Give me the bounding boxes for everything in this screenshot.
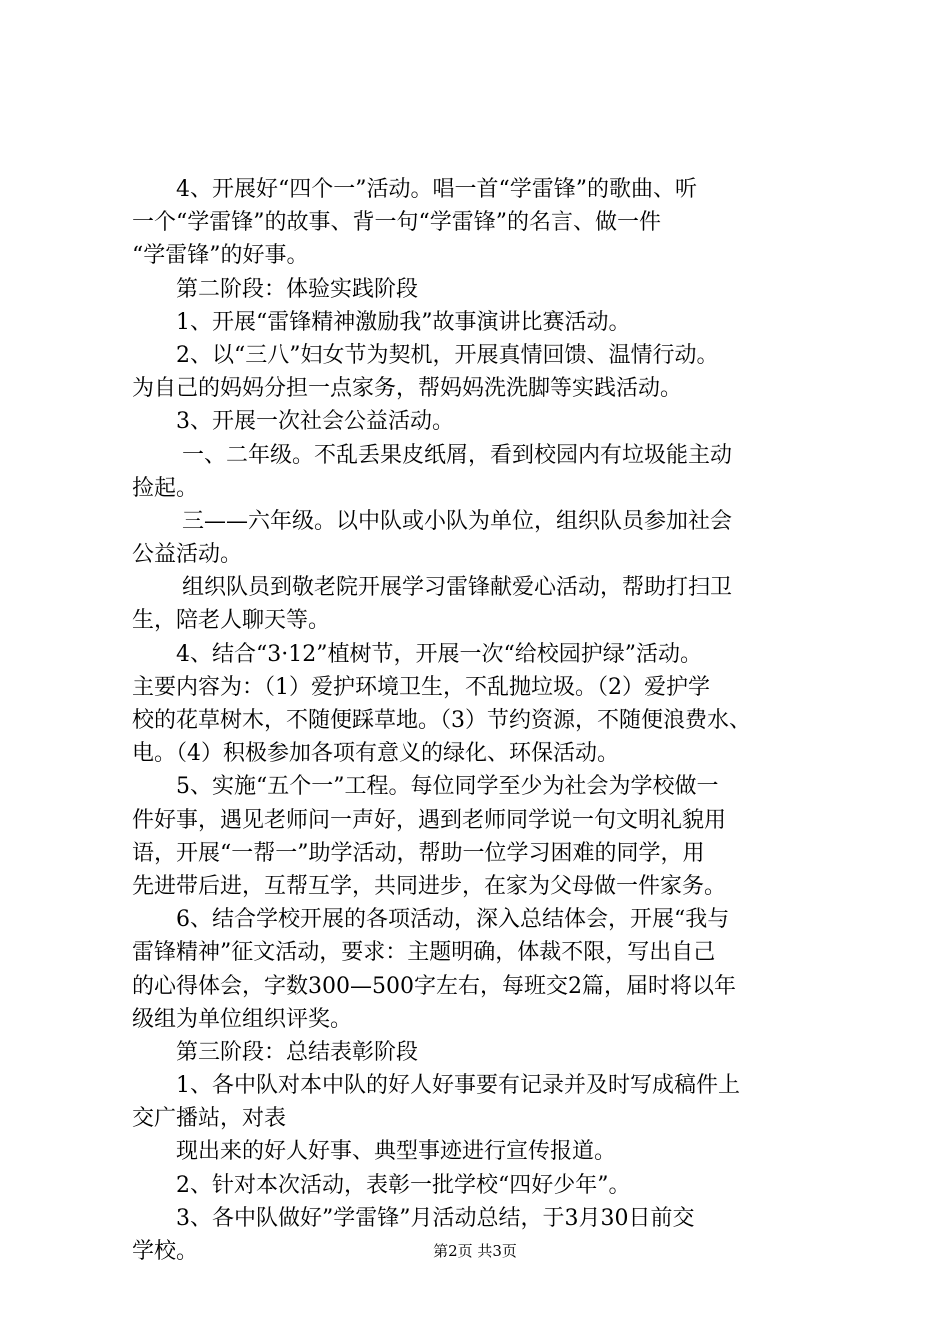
text-line: 电。（4）积极参加各项有意义的绿化、环保活动。 — [132, 741, 619, 767]
text-line: 2、以“三八”妇女节为契机，开展真情回馈、温情行动。 — [176, 342, 719, 368]
text-line: 公益活动。 — [132, 542, 243, 568]
text-line: 的心得体会，字数300—500字左右，每班交2篇，届时将以年 — [132, 973, 736, 999]
page-footer: 第2页 共3页 — [433, 1242, 517, 1260]
text-line: 三——六年级。以中队或小队为单位，组织队员参加社会 — [182, 508, 733, 534]
text-line: 1、开展“雷锋精神激励我”故事演讲比赛活动。 — [176, 309, 631, 335]
text-line: 捡起。 — [132, 475, 199, 501]
text-line: 第三阶段：总结表彰阶段 — [176, 1039, 419, 1065]
text-line: 校的花草树木，不随便踩草地。（3）节约资源，不随便浪费水、 — [132, 708, 751, 733]
text-line: 件好事，遇见老师问一声好，遇到老师同学说一句文明礼貌用 — [132, 807, 727, 833]
text-line: 为自己的妈妈分担一点家务，帮妈妈洗洗脚等实践活动。 — [132, 376, 683, 402]
text-line: 主要内容为：（1）爱护环境卫生，不乱抛垃圾。（2）爱护学 — [132, 674, 710, 700]
text-line: 语，开展“一帮一”助学活动，帮助一位学习困难的同学，用 — [132, 840, 705, 866]
document-body — [132, 173, 832, 1268]
text-line: 雷锋精神”征文活动，要求：主题明确，体裁不限，写出自己 — [132, 940, 716, 966]
text-line: 一、二年级。不乱丢果皮纸屑，看到校园内有垃圾能主动 — [182, 442, 733, 468]
text-line: 4、开展好“四个一”活动。唱一首“学雷锋”的歌曲、听 — [176, 177, 697, 202]
text-line: 级组为单位组织评奖。 — [132, 1006, 353, 1032]
text-line: 1、各中队对本中队的好人好事要有记录并及时写成稿件上 — [176, 1073, 740, 1099]
text-line: 先进带后进，互帮互学，共同进步，在家为父母做一件家务。 — [132, 873, 727, 899]
text-line: 学校。 — [132, 1239, 199, 1264]
text-line: 3、各中队做好”学雷锋”月活动总结，于3月30日前交 — [176, 1205, 695, 1231]
text-line: 2、针对本次活动，表彰一批学校“四好少年”。 — [176, 1172, 631, 1198]
text-line: 第二阶段：体验实践阶段 — [176, 276, 419, 302]
text-line: 5、实施“五个一”工程。每位同学至少为社会为学校做一 — [176, 774, 719, 800]
text-line: 生，陪老人聊天等。 — [132, 608, 331, 634]
text-line: 3、开展一次社会公益活动。 — [176, 409, 454, 435]
text-line: 交广播站，对表 — [132, 1106, 287, 1132]
text-line: 组织队员到敬老院开展学习雷锋献爱心活动，帮助打扫卫 — [182, 575, 733, 601]
text-line: “学雷锋”的好事。 — [132, 243, 309, 269]
text-line: 6、结合学校开展的各项活动，深入总结体会，开展“我与 — [176, 907, 730, 933]
text-line: 一个“学雷锋”的故事、背一句“学雷锋”的名言、做一件 — [132, 210, 661, 236]
text-line: 现出来的好人好事、典型事迹进行宣传报道。 — [176, 1139, 617, 1165]
text-line: 4、结合“3·12”植树节，开展一次“给校园护绿”活动。 — [176, 641, 702, 667]
